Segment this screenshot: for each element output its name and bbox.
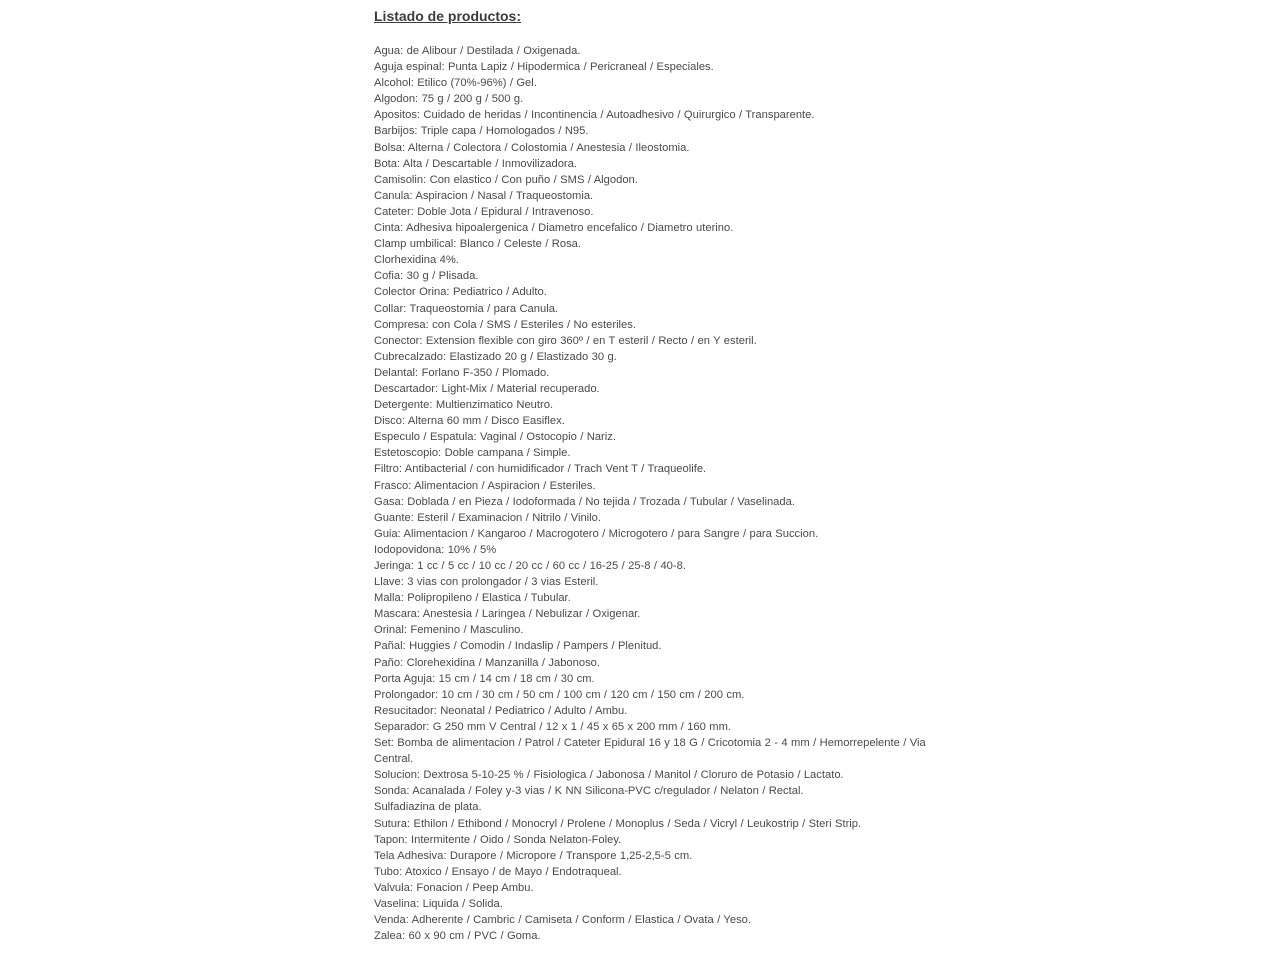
list-item: Filtro: Antibacterial / con humidificador / Trach Vent T / Traqueolife. (374, 463, 707, 476)
list-item: Malla: Polipropileno / Elastica / Tubular. (374, 592, 571, 605)
list-item: Aguja espinal: Punta Lapiz / Hipodermica / Pericraneal / Especiales. (374, 61, 714, 74)
list-item: Porta Aguja: 15 cm / 14 cm / 18 cm / 30 cm. (374, 672, 595, 685)
list-item: Canula: Aspiracion / Nasal / Traqueostomia. (374, 189, 594, 202)
list-item: Algodon: 75 g / 200 g / 500 g. (374, 93, 524, 106)
list-item: Descartador: Light-Mix / Material recuperado. (374, 382, 600, 395)
list-item: Bota: Alta / Descartable / Inmovilizadora. (374, 157, 577, 170)
list-item: Camisolin: Con elastico / Con puño / SMS / Algodon. (374, 173, 638, 186)
list-item: Set: Bomba de alimentacion / Patrol / Cateter Epidural 16 y 18 G / Cricotomia 2 - 4 mm / Hemorrepelente / Via Central. (374, 737, 926, 766)
list-item: Gasa: Doblada / en Pieza / Iodoformada / No tejida / Trozada / Tubular / Vaselinada. (374, 495, 795, 508)
list-item: Compresa: con Cola / SMS / Esteriles / No esteriles. (374, 318, 636, 331)
list-item: Vaselina: Liquida / Solida. (374, 897, 503, 910)
list-item: Venda: Adherente / Cambric / Camiseta / Conform / Elastica / Ovata / Yeso. (374, 914, 752, 927)
list-item: Delantal: Forlano F-350 / Plomado. (374, 366, 550, 379)
list-item: Pañal: Huggies / Comodin / Indaslip / Pampers / Plenitud. (374, 640, 662, 653)
list-item: Resucitador: Neonatal / Pediatrico / Adulto / Ambu. (374, 704, 628, 717)
list-item: Tela Adhesiva: Durapore / Micropore / Transpore 1,25-2,5-5 cm. (374, 849, 693, 862)
list-item: Estetoscopio: Doble campana / Simple. (374, 447, 571, 460)
list-item: Sulfadiazina de plata. (374, 801, 482, 814)
list-item: Barbijos: Triple capa / Homologados / N95. (374, 125, 589, 138)
product-list (374, 43, 934, 944)
list-item: Frasco: Alimentacion / Aspiracion / Esteriles. (374, 479, 596, 492)
list-item: Bolsa: Alterna / Colectora / Colostomia / Anestesia / Ileostomia. (374, 141, 690, 154)
list-item: Prolongador: 10 cm / 30 cm / 50 cm / 100 cm / 120 cm / 150 cm / 200 cm. (374, 688, 745, 701)
list-item: Collar: Traqueostomia / para Canula. (374, 302, 559, 315)
list-item: Tubo: Atoxico / Ensayo / de Mayo / Endotraqueal. (374, 865, 622, 878)
page-title: Listado de productos: (374, 8, 521, 24)
list-item: Iodopovidona: 10% / 5% (374, 543, 497, 556)
list-item: Zalea: 60 x 90 cm / PVC / Goma. (374, 930, 541, 943)
list-item: Disco: Alterna 60 mm / Disco Easiflex. (374, 415, 565, 428)
list-item: Clamp umbilical: Blanco / Celeste / Rosa. (374, 238, 581, 251)
list-item: Especulo / Espatula: Vaginal / Ostocopio / Nariz. (374, 431, 616, 444)
list-item: Guia: Alimentacion / Kangaroo / Macrogotero / Microgotero / para Sangre / para Succion. (374, 527, 819, 540)
list-item: Valvula: Fonacion / Peep Ambu. (374, 881, 534, 894)
list-item: Apositos: Cuidado de heridas / Incontinencia / Autoadhesivo / Quirurgico / Transparente. (374, 109, 815, 122)
list-item: Agua: de Alibour / Destilada / Oxigenada. (374, 45, 581, 57)
list-item: Colector Orina: Pediatrico / Adulto. (374, 286, 547, 299)
product-list-document (374, 6, 934, 944)
list-item: Cateter: Doble Jota / Epidural / Intravenoso. (374, 205, 594, 218)
list-item: Sutura: Ethilon / Ethibond / Monocryl / Prolene / Monoplus / Seda / Vicryl / Leukostrip / Steri Strip. (374, 817, 862, 830)
list-item: Detergente: Multienzimatico Neutro. (374, 399, 554, 412)
list-item: Cubrecalzado: Elastizado 20 g / Elastizado 30 g. (374, 350, 617, 363)
list-item: Cofia: 30 g / Plisada. (374, 270, 479, 283)
list-item: Cinta: Adhesiva hipoalergenica / Diametro encefalico / Diametro uterino. (374, 222, 734, 235)
list-item: Sonda: Acanalada / Foley y-3 vias / K NN Silicona-PVC c/regulador / Nelaton / Rectal. (374, 785, 804, 798)
list-item: Clorhexidina 4%. (374, 254, 459, 267)
list-item: Paño: Clorehexidina / Manzanilla / Jabonoso. (374, 656, 601, 669)
list-item: Tapon: Intermitente / Oido / Sonda Nelaton-Foley. (374, 833, 622, 846)
list-item: Mascara: Anestesia / Laringea / Nebulizar / Oxigenar. (374, 608, 641, 621)
list-item: Jeringa: 1 cc / 5 cc / 10 cc / 20 cc / 60 cc / 16-25 / 25-8 / 40-8. (374, 560, 686, 572)
list-item: Llave: 3 vias con prolongador / 3 vias Esteril. (374, 576, 599, 589)
list-item: Separador: G 250 mm V Central / 12 x 1 / 45 x 65 x 200 mm / 160 mm. (374, 720, 732, 733)
list-item: Alcohol: Etilico (70%-96%) / Gel. (374, 77, 537, 90)
list-item: Orinal: Femenino / Masculino. (374, 624, 524, 637)
list-item: Conector: Extension flexible con giro 360º / en T esteril / Recto / en Y esteril. (374, 334, 757, 347)
list-item: Guante: Esteril / Examinacion / Nitrilo / Vinilo. (374, 511, 601, 524)
list-item: Solucion: Dextrosa 5-10-25 % / Fisiologica / Jabonosa / Manitol / Cloruro de Potasio / Lactato. (374, 769, 844, 782)
